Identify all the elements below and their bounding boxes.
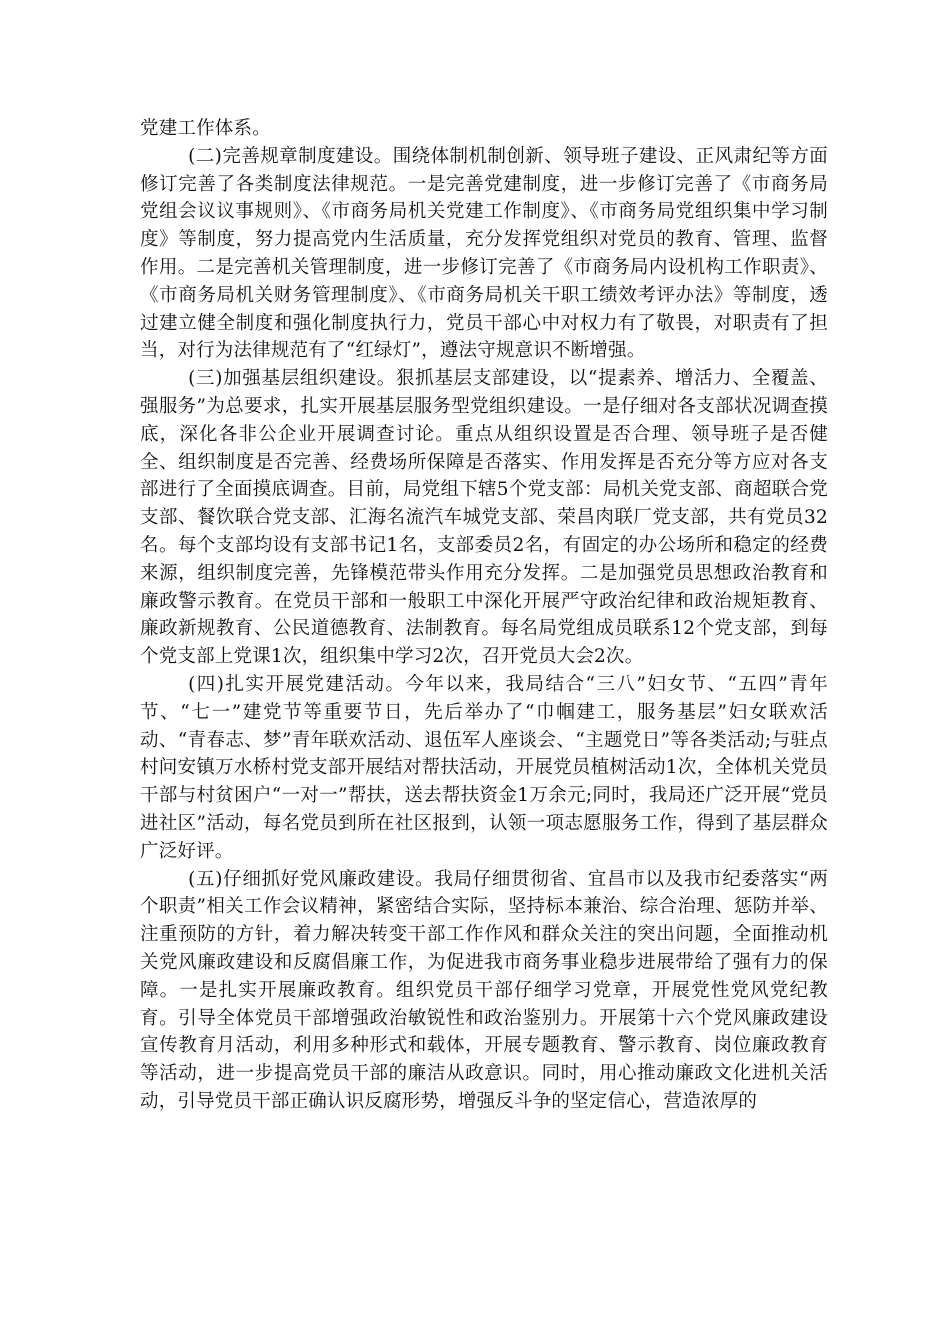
paragraph-continuation: 党建工作体系。 bbox=[140, 118, 271, 139]
paragraph-rules-system: (二)完善规章制度建设。围绕体制机制创新、领导班子建设、正风肃纪等方面修订完善了各类制度法律规范。一是完善党建制度，进一步修订完善了《市商务局党组会议议事规则》、《市商务局机关党建工作制度》、《市商务局党组织集中学习制度》等制度，努力提高党内生活质量，充分发挥党组织对党员的教育、管理、监督作用。二是完善机关管理制度，进一步修订完善了《市商务局内设机构工作职责》、《市商务局机关财务管理制度》、《市商务局机关干职工绩效考评办法》等制度，透过建立健全制度和强化制度执行力，党员干部心中对权力有了敬畏，对职责有了担当，对行为法律规范有了“红绿灯”，遵法守规意识不断增强。 bbox=[140, 145, 828, 362]
paragraph-grassroots-organization: (三)加强基层组织建设。狠抓基层支部建设，以“提素养、增活力、全覆盖、强服务”为总要求，扎实开展基层服务型党组织建设。一是仔细对各支部状况调查摸底，深化各非公企业开展调查讨论。重点从组织设置是否合理、领导班子是否健全、组织制度是否完善、经费场所保障是否落实、作用发挥是否充分等方应对各支部进行了全面摸底调查。目前，局党组下辖5个党支部：局机关党支部、商超联合党支部、餐饮联合党支部、汇海名流汽车城党支部、荣昌肉联厂党支部，共有党员32名。每个支部均设有支部书记1名，支部委员2名，有固定的办公场所和稳定的经费来源，组织制度完善，先锋模范带头作用充分发挥。二是加强党员思想政治教育和廉政警示教育。在党员干部和一般职工中深化开展严守政治纪律和政治规矩教育、廉政新规教育、公民道德教育、法制教育。每名局党组成员联系12个党支部，到每个党支部上党课1次，组织集中学习2次，召开党员大会2次。 bbox=[140, 368, 828, 668]
paragraph-party-activities: (四)扎实开展党建活动。今年以来，我局结合“三八”妇女节、“五四”青年节、“七一”建党节等重要节日，先后举办了“巾帼建工，服务基层”妇女联欢活动、“青春志、梦”青年联欢活动、退伍军人座谈会、“主题党日”等各类活动;与驻点村问安镇万水桥村党支部开展结对帮扶活动，开展党员植树活动1次，全体机关党员干部与村贫困户“一对一”帮扶，送去帮扶资金1万余元;同时，我局还广泛开展“党员进社区”活动，每名党员到所在社区报到，认领一项志愿服务工作，得到了基层群众广泛好评。 bbox=[140, 673, 828, 862]
document-body bbox=[140, 115, 828, 1116]
paragraph-integrity-building: (五)仔细抓好党风廉政建设。我局仔细贯彻省、宜昌市以及我市纪委落实“两个职责”相关工作会议精神，紧密结合实际，坚持标本兼治、综合治理、惩防并举、注重预防的方针，着力解决转变干部工作作风和群众关注的突出问题，全面推动机关党风廉政建设和反腐倡廉工作，为促进我市商务事业稳步进展带给了强有力的保障。一是扎实开展廉政教育。组织党员干部仔细学习党章，开展党性党风党纪教育。引导全体党员干部增强政治敏锐性和政治鉴别力。开展第十六个党风廉政建设宣传教育月活动，利用多种形式和载体，开展专题教育、警示教育、岗位廉政教育等活动，进一步提高党员干部的廉洁从政意识。同时，用心推动廉政文化进机关活动，引导党员干部正确认识反腐形势，增强反斗争的坚定信心，营造浓厚的 bbox=[140, 868, 828, 1112]
